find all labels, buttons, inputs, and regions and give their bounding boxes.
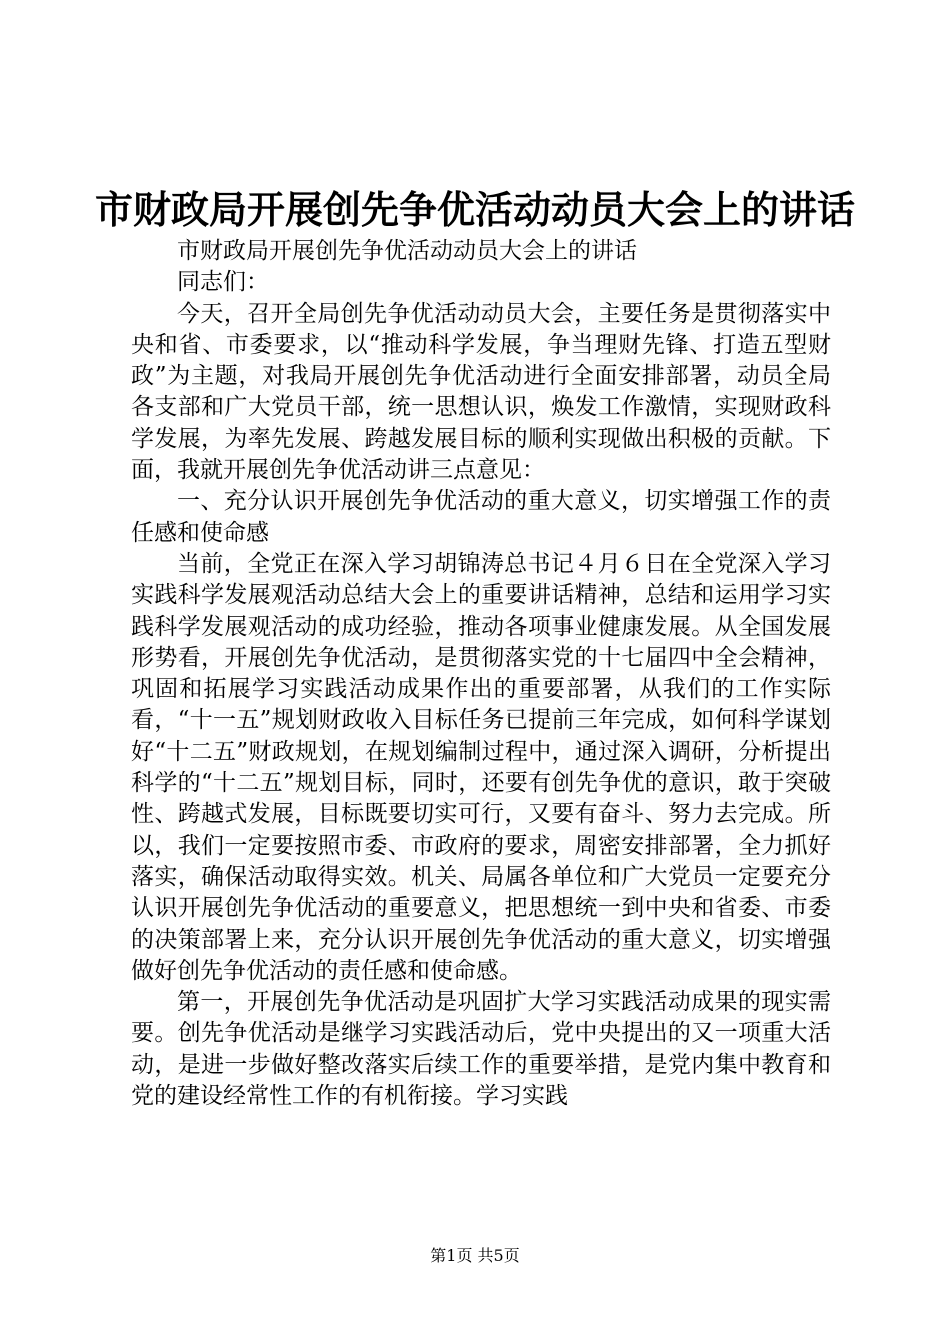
paragraph-subtitle: 市财政局开展创先争优活动动员大会上的讲话 xyxy=(177,238,637,264)
paragraph-salutation: 同志们： xyxy=(177,269,269,296)
document-body xyxy=(131,236,831,1112)
paragraph-point-one: 第一，开展创先争优活动是巩固扩大学习实践活动成果的现实需要。创先争优活动是继学习实践活动后，党中央提出的又一项重大活动，是进一步做好整改落实后续工作的重要举措，是党内集中教育和党的建设经常性工作的有机衔接。学习实践 xyxy=(131,989,831,1110)
document-title: 市财政局开展创先争优活动动员大会上的讲话 xyxy=(94,187,855,232)
paragraph-introduction: 今天，召开全局创先争优活动动员大会，主要任务是贯彻落实中央和省、市委要求，以“推动科学发展，争当理财先锋、打造五型财政”为主题，对我局开展创先争优活动进行全面安排部署，动员全局各支部和广大党员干部，统一思想认识，焕发工作激情，实现财政科学发展，为率先发展、跨越发展目标的顺利实现做出积极的贡献。下面，我就开展创先争优活动讲三点意见： xyxy=(131,300,831,484)
page-number-footer: 第1页 共5页 xyxy=(430,1246,520,1265)
paragraph-current-situation: 当前，全党正在深入学习胡锦涛总书记４月６日在全党深入学习实践科学发展观活动总结大会上的重要讲话精神，总结和运用学习实践科学发展观活动的成功经验，推动各项事业健康发展。从全国发展形势看，开展创先争优活动，是贯彻落实党的十七届四中全会精神，巩固和拓展学习实践活动成果作出的重要部署，从我们的工作实际看，“十一五”规划财政收入目标任务已提前三年完成，如何科学谋划好“十二五”财政规划，在规划编制过程中，通过深入调研，分析提出科学的“十二五”规划目标，同时，还要有创先争优的意识，敢于突破性、跨越式发展，目标既要切实可行，又要有奋斗、努力去完成。所以，我们一定要按照市委、市政府的要求，周密安排部署，全力抓好落实，确保活动取得实效。机关、局属各单位和广大党员一定要充分认识开展创先争优活动的重要意义，把思想统一到中央和省委、市委的决策部署上来，充分认识开展创先争优活动的重大意义，切实增强做好创先争优活动的责任感和使命感。 xyxy=(131,550,831,984)
section-heading-one: 一、充分认识开展创先争优活动的重大意义，切实增强工作的责任感和使命感 xyxy=(131,488,831,546)
